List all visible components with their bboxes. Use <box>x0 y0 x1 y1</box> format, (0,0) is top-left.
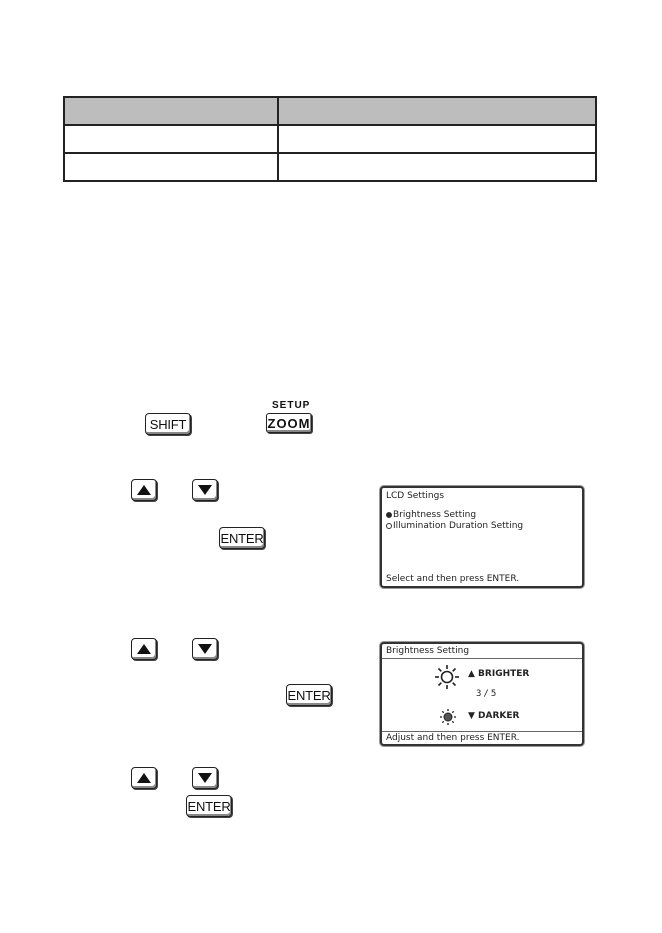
table-header-row <box>64 97 596 125</box>
option-illumination[interactable] <box>386 521 523 531</box>
screen-title: LCD Settings <box>386 491 445 501</box>
radio-selected-icon <box>386 512 392 518</box>
enter-key[interactable]: ENTER <box>286 684 332 706</box>
table-header-cell <box>278 97 596 125</box>
up-arrow-key[interactable] <box>131 479 157 501</box>
lcd-settings-screen <box>380 486 584 588</box>
enter-key[interactable]: ENTER <box>186 795 232 817</box>
screen-title: Brightness Setting <box>386 646 470 656</box>
zoom-key[interactable]: ZOOM <box>266 413 312 433</box>
up-arrow-icon <box>137 773 151 783</box>
down-arrow-icon <box>198 485 212 495</box>
up-arrow-key[interactable] <box>131 767 157 789</box>
brightness-setting-screen <box>380 642 584 746</box>
option-label: Brightness Setting <box>393 510 477 520</box>
down-arrow-icon <box>198 773 212 783</box>
sun-dim-icon <box>439 708 457 726</box>
up-arrow-icon <box>137 644 151 654</box>
divider <box>382 658 582 659</box>
up-arrow-key[interactable] <box>131 638 157 660</box>
table-row <box>64 153 596 181</box>
table-cell <box>278 125 596 153</box>
divider <box>382 731 582 732</box>
settings-table <box>63 96 597 182</box>
screen-footer: Adjust and then press ENTER. <box>386 733 520 743</box>
down-arrow-icon <box>198 644 212 654</box>
up-arrow-icon <box>137 485 151 495</box>
table-cell <box>64 125 278 153</box>
brighter-label: ▲ BRIGHTER <box>468 669 530 679</box>
down-arrow-key[interactable] <box>192 767 218 789</box>
sun-bright-icon <box>434 664 460 690</box>
darker-label: ▼ DARKER <box>468 711 520 721</box>
shift-key[interactable]: SHIFT <box>145 413 191 435</box>
enter-key[interactable]: ENTER <box>219 527 265 549</box>
table-cell <box>64 153 278 181</box>
option-label: Illumination Duration Setting <box>393 521 524 531</box>
option-brightness[interactable] <box>386 510 476 520</box>
setup-label: SETUP <box>272 400 311 411</box>
table-header-cell <box>64 97 278 125</box>
brightness-level: 3/5 <box>476 689 499 699</box>
table-cell <box>278 153 596 181</box>
screen-footer: Select and then press ENTER. <box>386 574 520 584</box>
table-row <box>64 125 596 153</box>
radio-unselected-icon <box>386 523 392 529</box>
down-arrow-key[interactable] <box>192 479 218 501</box>
down-arrow-key[interactable] <box>192 638 218 660</box>
